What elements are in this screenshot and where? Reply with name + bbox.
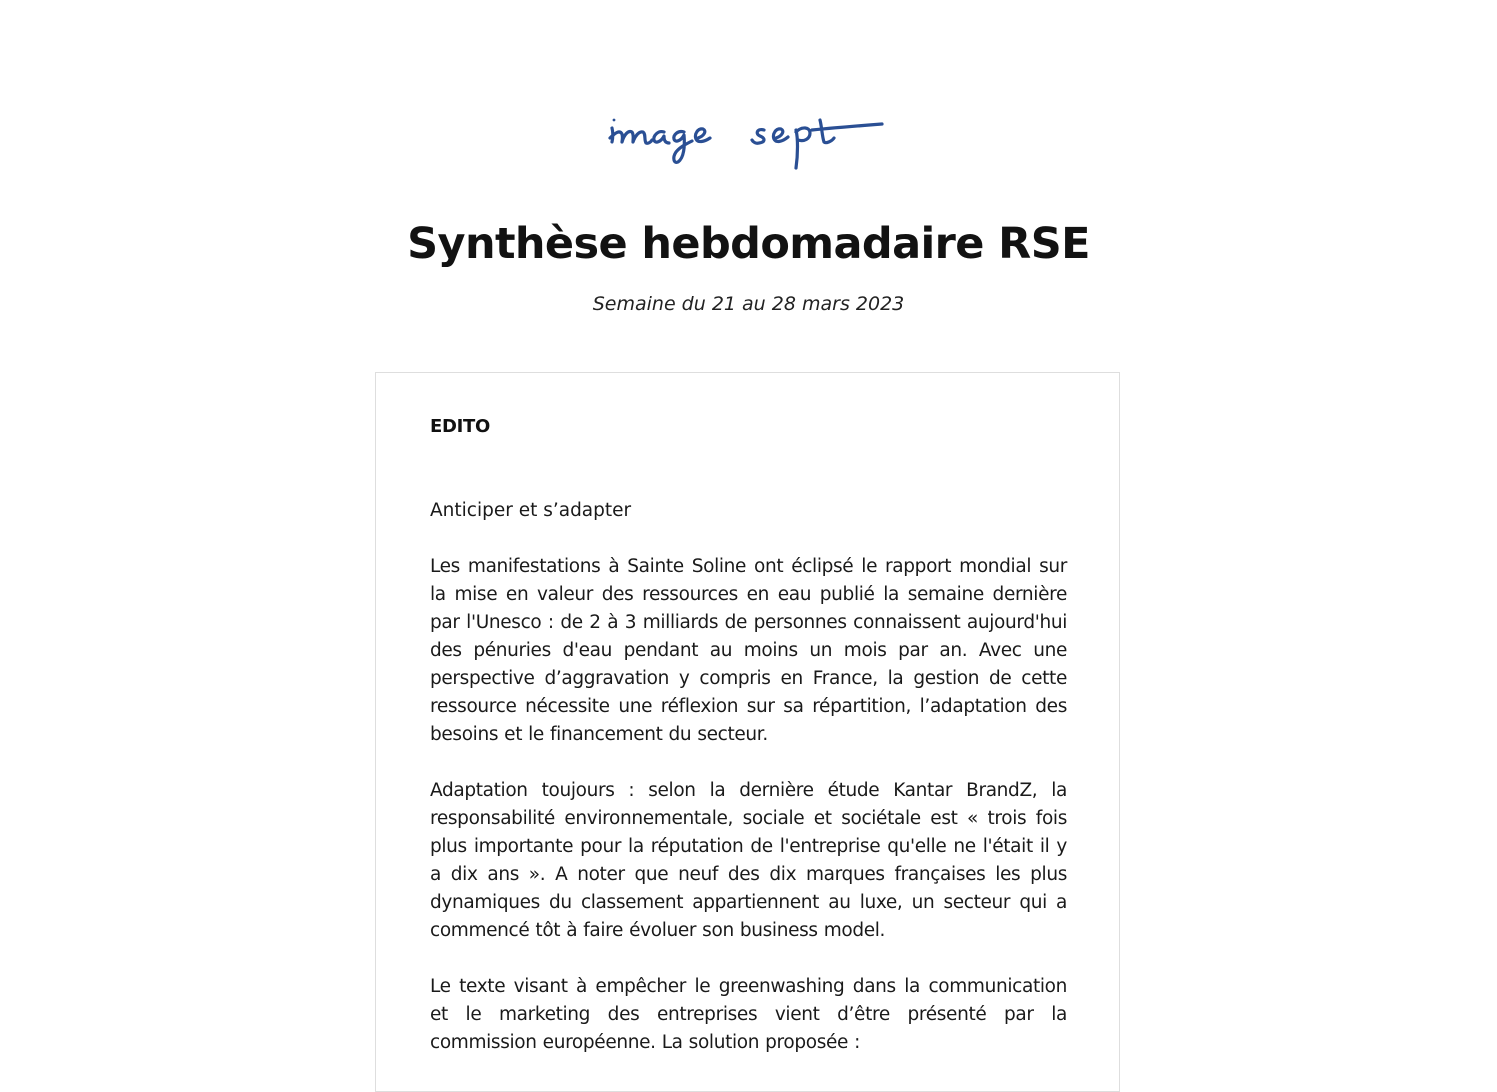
image-sept-logo	[606, 110, 892, 176]
edito-content	[430, 413, 1067, 1057]
section-label: EDITO	[430, 416, 491, 437]
edito-paragraph: Adaptation toujours : selon la dernière étude Kantar BrandZ, la responsabilité environnementale, sociale et sociétale est « trois fois plus importante pour la réputation de l'entreprise qu'elle ne l'était il y a dix ans ». A noter que neuf des dix marques françaises les plus dynamiques du classement appartiennent au luxe, un secteur qui a commencé tôt à faire évoluer son business model.	[430, 780, 1067, 941]
edito-card	[375, 372, 1120, 1092]
edito-paragraph: Les manifestations à Sainte Soline ont éclipsé le rapport mondial sur la mise en valeur des ressources en eau publié la semaine dernière par l'Unesco : de 2 à 3 milliards de personnes connaissent aujourd'hui des pénuries d'eau pendant au moins un mois par an. Avec une perspective d’aggravation y compris en France, la gestion de cette ressource nécessite une réflexion sur sa répartition, l’adaptation des besoins et le financement du secteur.	[430, 556, 1067, 745]
page-subtitle: Semaine du 21 au 28 mars 2023	[592, 293, 905, 315]
edito-paragraph: Le texte visant à empêcher le greenwashing dans la communication et le marketing des entreprises vient d’être présenté par la commission européenne. La solution proposée :	[430, 976, 1067, 1053]
page-title: Synthèse hebdomadaire RSE	[407, 219, 1090, 269]
edito-lead: Anticiper et s’adapter	[430, 500, 632, 521]
handwritten-logo-icon	[606, 110, 892, 176]
